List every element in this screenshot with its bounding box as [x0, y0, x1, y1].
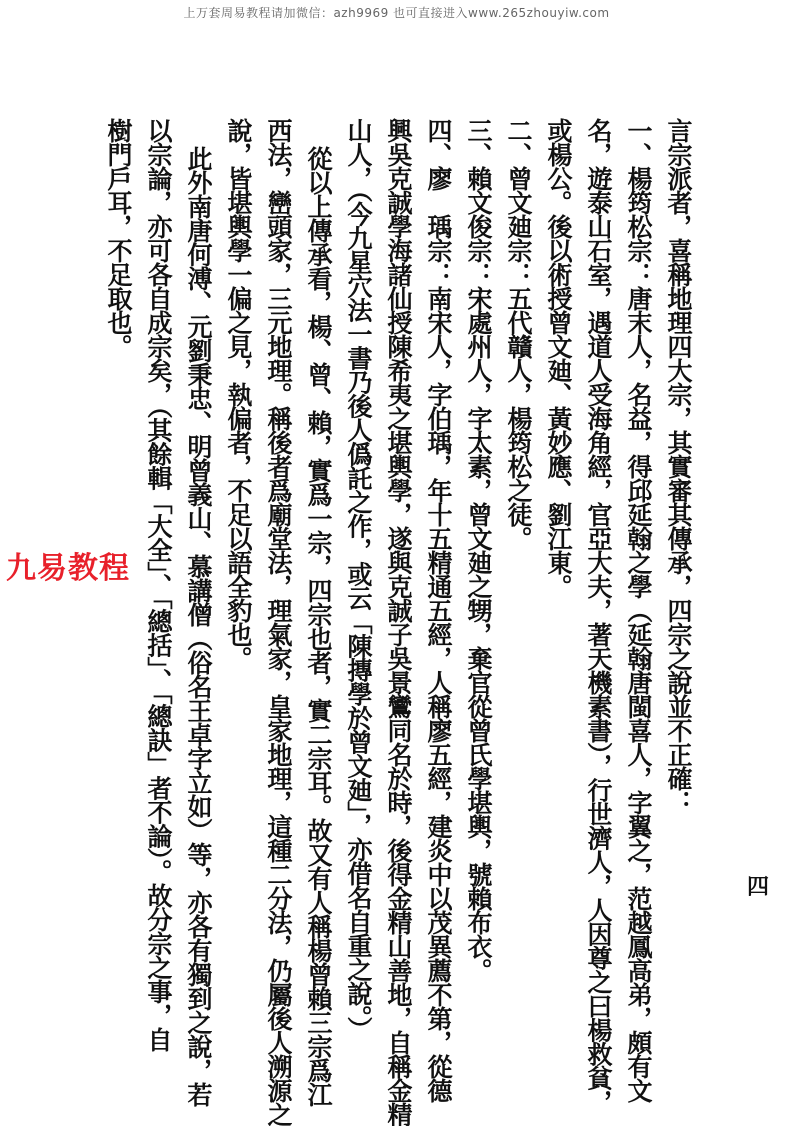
watermark-logo: 九易教程	[6, 551, 130, 586]
text-line: 三、賴文俊宗：宋處州人，字太素，曾文廸之甥，棄官從曾氏學堪輿，號賴布衣。	[464, 118, 493, 982]
page-number: 四	[746, 874, 769, 900]
text-line: 二、曾文廸宗：五代贛人，楊筠松之徒。	[504, 118, 533, 550]
text-line: 以宗論，亦可各自成宗矣，（其餘輯「大全」、「總括」、「總訣」者不論）。故分宗之事，自	[144, 118, 173, 1051]
text-line: 山人，（今九星穴法一書乃後人僞託之作，或云「陳摶學於曾文廸」，亦借名自重之說。）	[344, 118, 373, 1041]
text-line: 言宗派者，喜稱地理四大宗，其實審其傳承，四宗之說並不正確：	[664, 118, 693, 814]
text-line: 從以上傳承看，楊、曾、賴，實爲一宗，四宗也者，實二宗耳。故又有人稱楊曾賴三宗爲江	[304, 146, 333, 1106]
text-line: 說，皆堪輿學一偏之見，執偏者，不足以語全豹也。	[224, 118, 253, 670]
header-banner: 上万套周易教程请加微信：azh9969 也可直接进入www.265zhouyiw.com	[183, 6, 610, 20]
text-line: 西法，巒頭家，三元地理。稱後者爲廟堂法，理氣家，皇家地理，這種二分法，仍屬後人溯源之	[264, 118, 293, 1126]
text-line: 名，遊泰山石室，遇道人受海角經，官亞大夫，著天機素書），行世濟人，人因尊之曰楊救貧，	[584, 118, 613, 1114]
text-line: 樹門戶耳，不足取也。	[104, 118, 133, 358]
text-line: 一、楊筠松宗：唐末人，名益，得邱延翰之學（延翰唐閩喜人，字翼之，范越鳳高弟，頗有文	[624, 118, 653, 1102]
text-line: 四、廖 瑀宗：南宋人，字伯瑀，年十五精通五經，人稱廖五經，建炎中以茂異薦不第，從德	[424, 118, 453, 1102]
text-line: 興吳克誠學海諸仙授陳希夷之堪輿學，遂與克誠子吳景鸞同名於時，後得金精山善地，自稱金精	[384, 118, 413, 1126]
text-line: 或楊公。後以術授曾文廸、黃妙應、劉江東。	[544, 118, 573, 598]
text-body	[93, 118, 693, 1126]
text-line: 此外南唐何溥、元劉秉忠、明曾義山、慕講僧（俗名王卓字立如）等，亦各有獨到之說，若	[184, 146, 213, 1106]
